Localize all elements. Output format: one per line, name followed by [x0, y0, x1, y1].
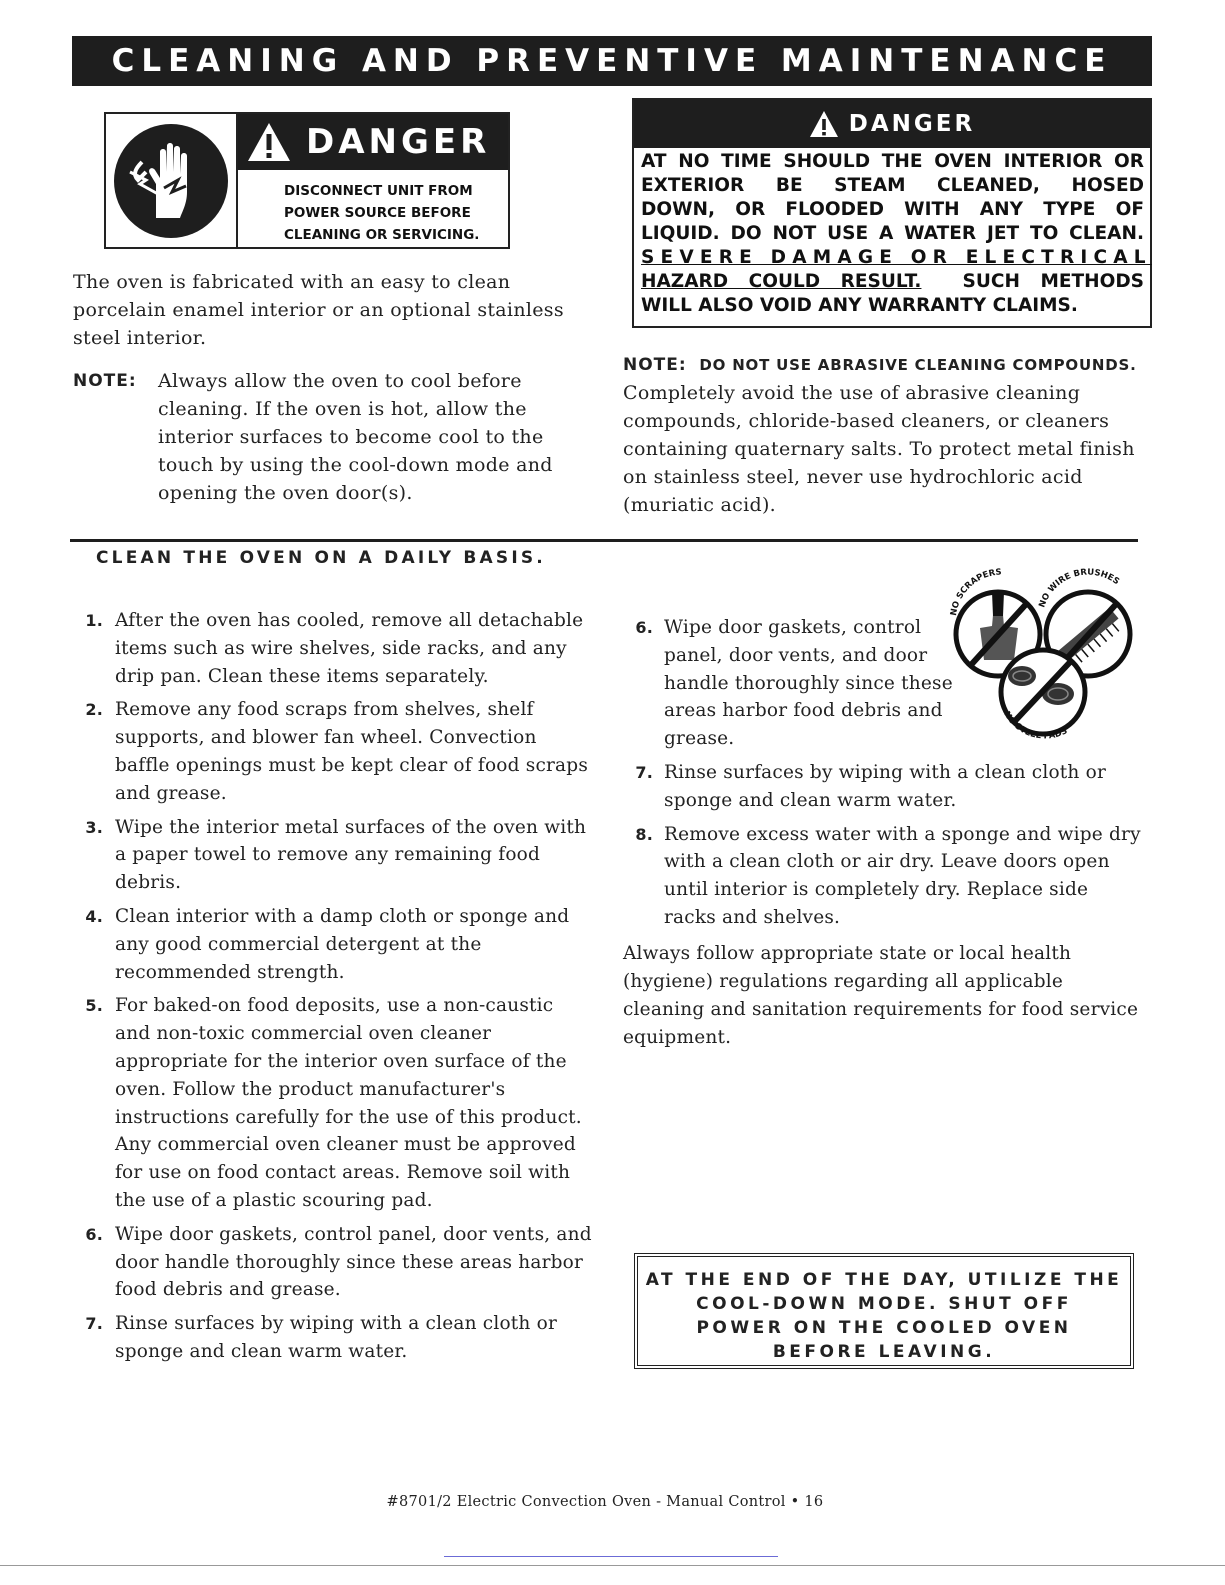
list-item: [73, 1221, 593, 1304]
step-number: 7.: [85, 1314, 103, 1334]
note-abrasive: [623, 350, 1143, 519]
list-item: [623, 821, 1143, 932]
danger-box-line-rest: SUCH METHODS: [962, 271, 1145, 292]
danger-box-line: DOWN, OR FLOODED WITH ANY TYPE OF: [641, 199, 1144, 220]
danger-label-line: DISCONNECT UNIT FROM: [284, 183, 473, 199]
list-item: [73, 1310, 593, 1366]
note-label: NOTE:: [73, 371, 137, 391]
step-text: Wipe door gaskets, control panel, door vents, and door handle thoroughly since these areas harbor food debris and grease.: [115, 1223, 592, 1301]
step-text: Clean interior with a damp cloth or sponge and any good commercial detergent at the recommended strength.: [115, 905, 570, 983]
no-steel-pads-icon: [1001, 650, 1085, 741]
list-item: [73, 992, 593, 1214]
footer-link-underline[interactable]: [444, 1556, 778, 1557]
danger-banner: [238, 114, 508, 170]
end-of-day-line: COOL-DOWN MODE. SHUT OFF: [696, 1294, 1072, 1314]
step-text: Rinse surfaces by wiping with a clean cloth or sponge and clean warm water.: [115, 1313, 557, 1362]
note-text: Completely avoid the use of abrasive cleaning compounds, chloride-based cleaners, or cleaners containing quaternary salts. To protect metal finish on stainless steel, never use hydrochloric acid (muriatic acid).: [623, 382, 1135, 516]
list-item: [623, 759, 1143, 815]
step-number: 4.: [85, 906, 103, 926]
end-of-day-line: BEFORE LEAVING.: [772, 1342, 996, 1362]
step-number: 1.: [85, 611, 103, 630]
page-bottom-rule: [0, 1565, 1225, 1566]
danger-label: [104, 112, 510, 249]
page-footer: #8701/2 Electric Convection Oven - Manual Control • 16: [386, 1494, 824, 1510]
end-of-day-line: AT THE END OF THE DAY, UTILIZE THE: [645, 1270, 1123, 1290]
list-item: [623, 614, 953, 753]
step-text: Remove excess water with a sponge and wipe dry with a clean cloth or air dry. Leave doors open until interior is completely dry. Replace side racks and shelves.: [664, 823, 1141, 928]
danger-box-line: SEVERE DAMAGE OR ELECTRICAL: [641, 247, 1152, 268]
no-abrasive-tools-icon: [948, 556, 1138, 741]
danger-box-line: LIQUID. DO NOT USE A WATER JET TO CLEAN.: [641, 223, 1144, 244]
list-item: [73, 903, 593, 986]
danger-box-text: [634, 148, 1150, 318]
step-text: Wipe door gaskets, control panel, door vents, and door handle thoroughly since these areas harbor food debris and grease.: [664, 617, 953, 750]
step-number: 8.: [635, 824, 653, 844]
step-number: 6.: [635, 618, 653, 637]
step-number: 2.: [85, 700, 103, 720]
section-divider: [70, 539, 1138, 542]
danger-box-line: AT NO TIME SHOULD THE OVEN INTERIOR OR: [641, 151, 1144, 172]
step-number: 5.: [85, 996, 103, 1016]
warning-triangle-icon: [246, 121, 292, 163]
list-item: [73, 696, 593, 807]
danger-box-steam: [632, 98, 1152, 328]
page-title: CLEANING AND PREVENTIVE MAINTENANCE: [72, 36, 1152, 86]
list-item: [73, 814, 593, 897]
no-steel-pads-label: NO STEEL PADS: [1001, 709, 1070, 741]
danger-box-line: [641, 270, 1144, 294]
step-text: Rinse surfaces by wiping with a clean cloth or sponge and clean warm water.: [664, 761, 1106, 811]
list-item: [73, 607, 593, 690]
warning-triangle-icon: [809, 110, 839, 138]
end-of-day-box: [634, 1253, 1134, 1369]
note-caps: DO NOT USE ABRASIVE CLEANING COMPOUNDS.: [699, 356, 1137, 374]
note-cool-before-cleaning: [73, 367, 593, 507]
step-text: After the oven has cooled, remove all detachable items such as wire shelves, side racks, and any drip pan. Clean these items separately.: [115, 610, 584, 687]
note-text: Always allow the oven to cool before cleaning. If the oven is hot, allow the interior surfaces to become cool to the touch by using the cool-down mode and opening the oven door(s).: [158, 370, 553, 504]
step-number: 6.: [85, 1224, 103, 1244]
danger-box-line: EXTERIOR BE STEAM CLEANED, HOSED: [641, 175, 1144, 196]
danger-box-underlined: HAZARD COULD RESULT.: [641, 271, 922, 292]
danger-label-line: CLEANING OR SERVICING.: [284, 227, 480, 243]
danger-label-line: POWER SOURCE BEFORE: [284, 205, 471, 221]
step-text: Wipe the interior metal surfaces of the oven with a paper towel to remove any remaining food debris.: [115, 816, 587, 894]
no-scrapers-label: NO SCRAPERS: [948, 567, 1002, 617]
danger-box-line: WILL ALSO VOID ANY WARRANTY CLAIMS.: [641, 295, 1078, 316]
danger-label-message: [238, 170, 508, 246]
danger-label-title: DANGER: [306, 122, 491, 162]
intro-paragraph: The oven is fabricated with an easy to clean porcelain enamel interior or an optional stainless steel interior.: [73, 271, 564, 349]
step-number: 7.: [635, 762, 653, 782]
danger-box-title: DANGER: [848, 111, 976, 137]
no-wire-brushes-label: NO WIRE BRUSHES: [1037, 567, 1121, 610]
section-heading: CLEAN THE OVEN ON A DAILY BASIS.: [96, 548, 546, 568]
step-text: For baked-on food deposits, use a non-caustic and non-toxic commercial oven cleaner appropriate for the interior oven surface of the oven. Follow the product manufacturer's instructions carefully for the use of this product. Any commercial oven cleaner must be approved for use on food contact areas. Remove soil with the use of a plastic scouring pad.: [115, 995, 582, 1211]
end-of-day-line: POWER ON THE COOLED OVEN: [696, 1318, 1072, 1338]
danger-box-banner: [634, 100, 1150, 148]
step-number: 3.: [85, 817, 103, 837]
step-text: Remove any food scraps from shelves, shelf supports, and blower fan wheel. Convection baffle openings must be kept clear of food scraps and grease.: [115, 699, 589, 804]
note-label: NOTE:: [623, 355, 687, 375]
electric-shock-hand-icon: [106, 114, 238, 247]
health-regulations-paragraph: Always follow appropriate state or local health (hygiene) regulations regarding all applicable cleaning and sanitation requirements for food service equipment.: [623, 943, 1139, 1048]
steps-list-left: [73, 607, 593, 1372]
